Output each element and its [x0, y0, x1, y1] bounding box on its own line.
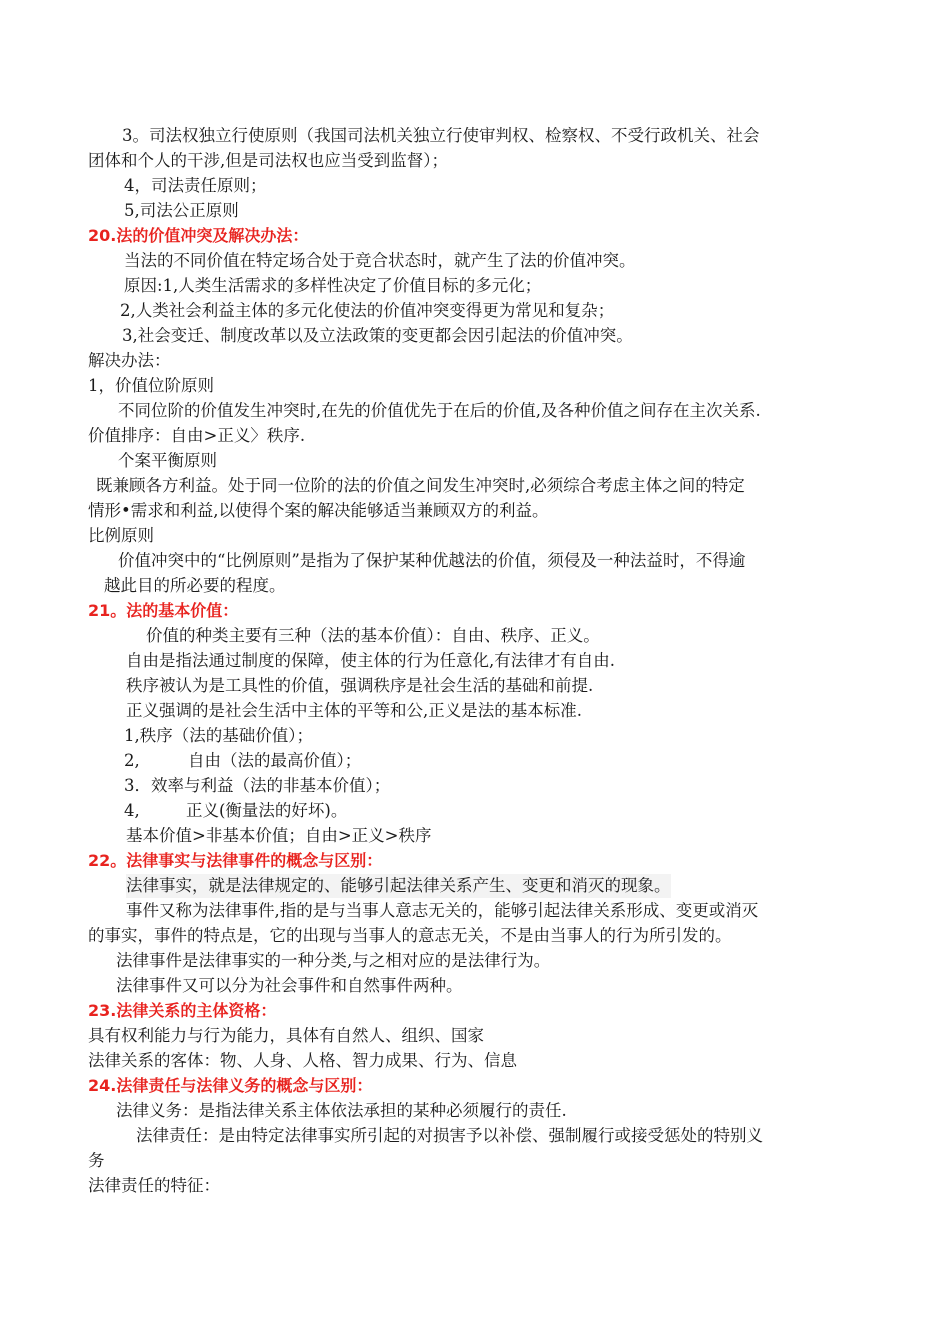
text-line: 个案平衡原则: [118, 451, 217, 470]
text-line: 4，司法责任原则；: [124, 176, 267, 195]
text-line: 原因:1,人类生活需求的多样性决定了价值目标的多元化；: [124, 276, 542, 295]
text-line: 法律关系的客体：物、人身、人格、智力成果、行为、信息: [88, 1051, 517, 1070]
text-line: 越此目的所必要的程度。: [104, 576, 286, 595]
text-line: 3,社会变迁、制度改革以及立法政策的变更都会因引起法的价值冲突。: [122, 326, 633, 345]
text-line: 秩序被认为是工具性的价值，强调秩序是社会生活的基础和前提.: [126, 676, 594, 695]
text-line: 正义(衡量法的好坏)。: [186, 801, 348, 820]
text-line: 法律义务：是指法律关系主体依法承担的某种必须履行的责任.: [116, 1101, 567, 1120]
text-line: 价值的种类主要有三种（法的基本价值）：自由、秩序、正义。: [146, 626, 600, 645]
section-heading-20: 20.法的价值冲突及解决办法：: [88, 226, 309, 245]
text-line: 自由是指法通过制度的保障，使主体的行为任意化,有法律才有自由.: [126, 651, 615, 670]
text-line: 法律事实，就是法律规定的、能够引起法律关系产生、变更和消灭的现象。: [126, 874, 671, 898]
section-heading-22: 22。法律事实与法律事件的概念与区别：: [88, 851, 383, 870]
text-line: 法律责任：是由特定法律事实所引起的对损害予以补偿、强制履行或接受惩处的特别义: [136, 1126, 763, 1145]
text-line: 1,秩序（法的基础价值）；: [124, 726, 313, 745]
list-number: 4,: [124, 801, 140, 820]
text-line: 5,司法公正原则: [124, 201, 239, 220]
text-line: 比例原则: [88, 526, 154, 545]
text-line: 情形•需求和利益,以使得个案的解决能够适当兼顾双方的利益。: [88, 501, 549, 520]
text-line: 务: [88, 1151, 105, 1170]
text-line: 基本价值>非基本价值；自由>正义>秩序: [126, 826, 432, 845]
text-line: 自由（法的最高价值）；: [188, 751, 362, 770]
text-line: 法律事件是法律事实的一种分类,与之相对应的是法律行为。: [116, 951, 551, 970]
text-line: 具有权利能力与行为能力，具体有自然人、组织、国家: [88, 1026, 484, 1045]
text-line: 法律责任的特征：: [88, 1176, 220, 1195]
text-line: 1，价值位阶原则: [88, 376, 214, 395]
text-line: 正义强调的是社会生活中主体的平等和公,正义是法的基本标准.: [126, 701, 582, 720]
text-line: 法律事件又可以分为社会事件和自然事件两种。: [116, 976, 463, 995]
section-heading-23: 23.法律关系的主体资格：: [88, 1001, 277, 1020]
text-line: 的事实，事件的特点是，它的出现与当事人的意志无关，不是由当事人的行为所引发的。: [88, 926, 732, 945]
text-line: 不同位阶的价值发生冲突时,在先的价值优先于在后的价值,及各种价值之间存在主次关系.: [118, 401, 761, 420]
text-line: 2,人类社会利益主体的多元化使法的价值冲突变得更为常见和复杂；: [120, 301, 615, 320]
text-line: 团体和个人的干涉,但是司法权也应当受到监督）；: [88, 151, 448, 170]
text-line: 当法的不同价值在特定场合处于竞合状态时，就产生了法的价值冲突。: [124, 251, 636, 270]
text-line: 解决办法：: [88, 351, 171, 370]
text-line: 价值排序：自由>正义〉秩序.: [88, 426, 306, 445]
text-line: 事件又称为法律事件,指的是与当事人意志无关的，能够引起法律关系形成、变更或消灭: [126, 901, 759, 920]
list-number: 2,: [124, 751, 140, 770]
section-heading-21: 21。法的基本价值：: [88, 601, 239, 620]
text-line: 3．效率与利益（法的非基本价值）；: [124, 776, 391, 795]
text-line: 既兼顾各方利益。处于同一位阶的法的价值之间发生冲突时,必须综合考虑主体之间的特定: [96, 476, 745, 495]
section-heading-24: 24.法律责任与法律义务的概念与区别：: [88, 1076, 373, 1095]
text-line: 价值冲突中的“比例原则”是指为了保护某种优越法的价值，须侵及一种法益时，不得逾: [118, 551, 746, 570]
text-line: 3。司法权独立行使原则（我国司法机关独立行使审判权、检察权、不受行政机关、社会: [122, 126, 760, 145]
